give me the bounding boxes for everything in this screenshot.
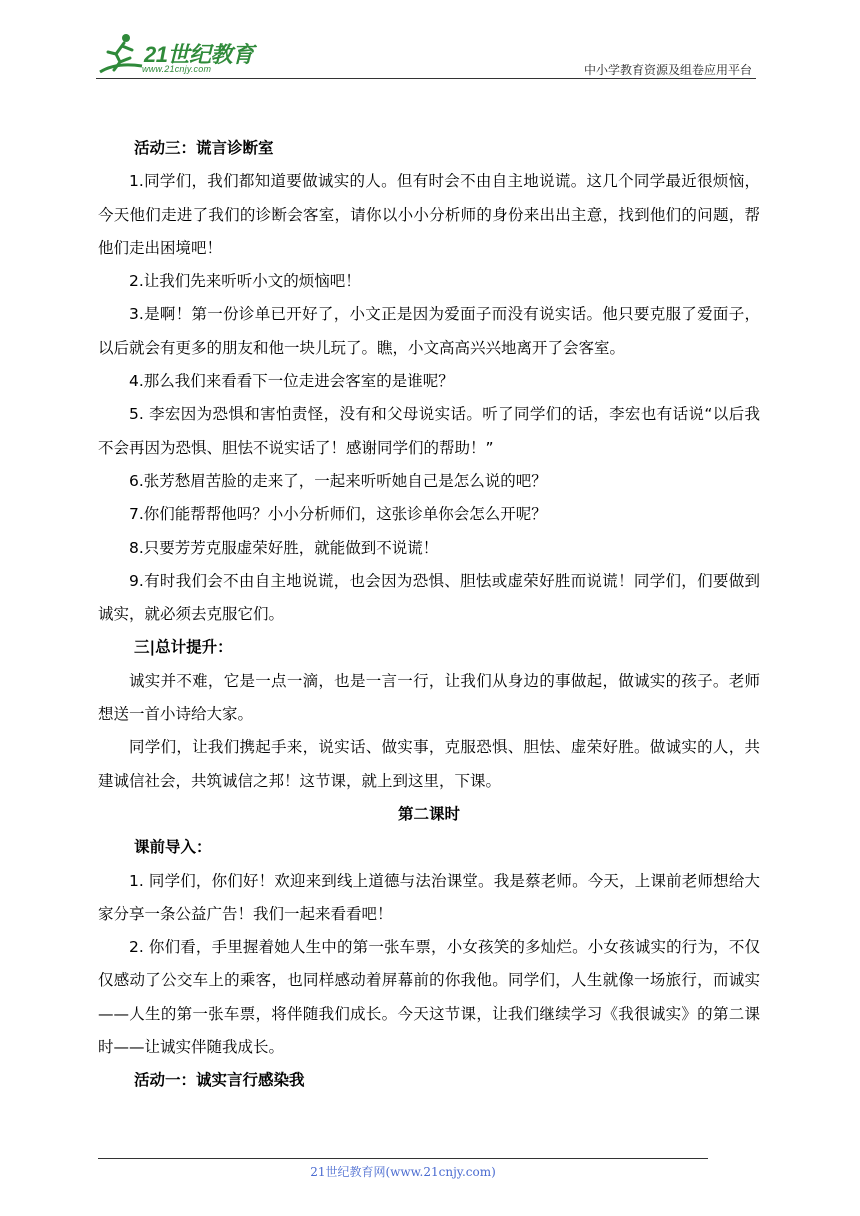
logo-title: 21世纪教育	[144, 42, 254, 67]
paragraph-7: 7.你们能帮帮他吗？小小分析师们，这张诊单你会怎么开呢？	[129, 505, 547, 524]
intro-heading: 课前导入：	[134, 838, 212, 857]
summary-paragraph-2: 同学们，让我们携起手来，说实话、做实事，克服恐惧、胆怯、虚荣好胜。做诚实的人，共建诚信社会，共筑诚信之邦！这节课，就上到这里，下课。	[98, 738, 760, 790]
activity3-heading: 活动三：谎言诊断室	[134, 139, 274, 157]
intro-paragraph-2: 2. 你们看，手里握着她人生中的第一张车票，小女孩笑的多灿烂。小女孩诚实的行为，不仅仅感动了公交车上的乘客，也同样感动着屏幕前的你我他。同学们，人生就像一场旅行，而诚实——人生的第一张车票，将伴随我们成长。今天这节课，让我们继续学习《我很诚实》的第二课时——让诚实伴随我成长。	[98, 938, 760, 1057]
footer-link[interactable]: 21世纪教育网(www.21cnjy.com)	[310, 1165, 496, 1179]
lesson2-title: 第二课时	[397, 804, 460, 823]
footer-divider	[98, 1158, 708, 1159]
paragraph-1: 1.同学们，我们都知道要做诚实的人。但有时会不由自主地说谎。这几个同学最近很烦恼，今天他们走进了我们的诊断会客室，请你以小小分析师的身份来出出主意，找到他们的问题，帮他们走出困境吧！	[98, 172, 760, 257]
paragraph-5: 5. 李宏因为恐惧和害怕责怪，没有和父母说实话。听了同学们的话，李宏也有话说“以后我不会再因为恐惧、胆怯不说实话了！感谢同学们的帮助！”	[98, 405, 760, 457]
header-divider	[96, 78, 756, 79]
logo-url: www.21cnjy.com	[142, 64, 212, 74]
paragraph-2: 2.让我们先来听听小文的烦恼吧！	[129, 272, 361, 291]
summary-heading: 三|总计提升：	[134, 638, 233, 657]
summary-paragraph-1: 诚实并不难，它是一点一滴，也是一言一行，让我们从身边的事做起，做诚实的孩子。老师想送一首小诗给大家。	[98, 671, 760, 724]
paragraph-3: 3.是啊！第一份诊单已开好了，小文正是因为爱面子而没有说实话。他只要克服了爱面子，以后就会有更多的朋友和他一块儿玩了。瞧，小文高高兴兴地离开了会客室。	[98, 305, 760, 357]
paragraph-4: 4.那么我们来看看下一位走进会客室的是谁呢？	[129, 372, 454, 391]
document-body	[98, 132, 760, 1098]
site-logo[interactable]	[96, 32, 266, 78]
page-header	[0, 0, 860, 80]
activity1-heading: 活动一：诚实言行感染我	[134, 1071, 305, 1090]
paragraph-9: 9.有时我们会不由自主地说谎，也会因为恐惧、胆怯或虚荣好胜而说谎！同学们，们要做到诚实，就必须去克服它们。	[98, 571, 760, 624]
header-tagline: 中小学教育资源及组卷应用平台	[583, 63, 752, 77]
paragraph-6: 6.张芳愁眉苦脸的走来了，一起来听听她自己是怎么说的吧？	[129, 471, 547, 490]
intro-paragraph-1: 1. 同学们，你们好！欢迎来到线上道德与法治课堂。我是蔡老师。今天，上课前老师想给大家分享一条公益广告！我们一起来看看吧！	[98, 871, 760, 923]
runner-logo-icon	[96, 32, 148, 78]
paragraph-8: 8.只要芳芳克服虚荣好胜，就能做到不说谎！	[129, 538, 439, 557]
